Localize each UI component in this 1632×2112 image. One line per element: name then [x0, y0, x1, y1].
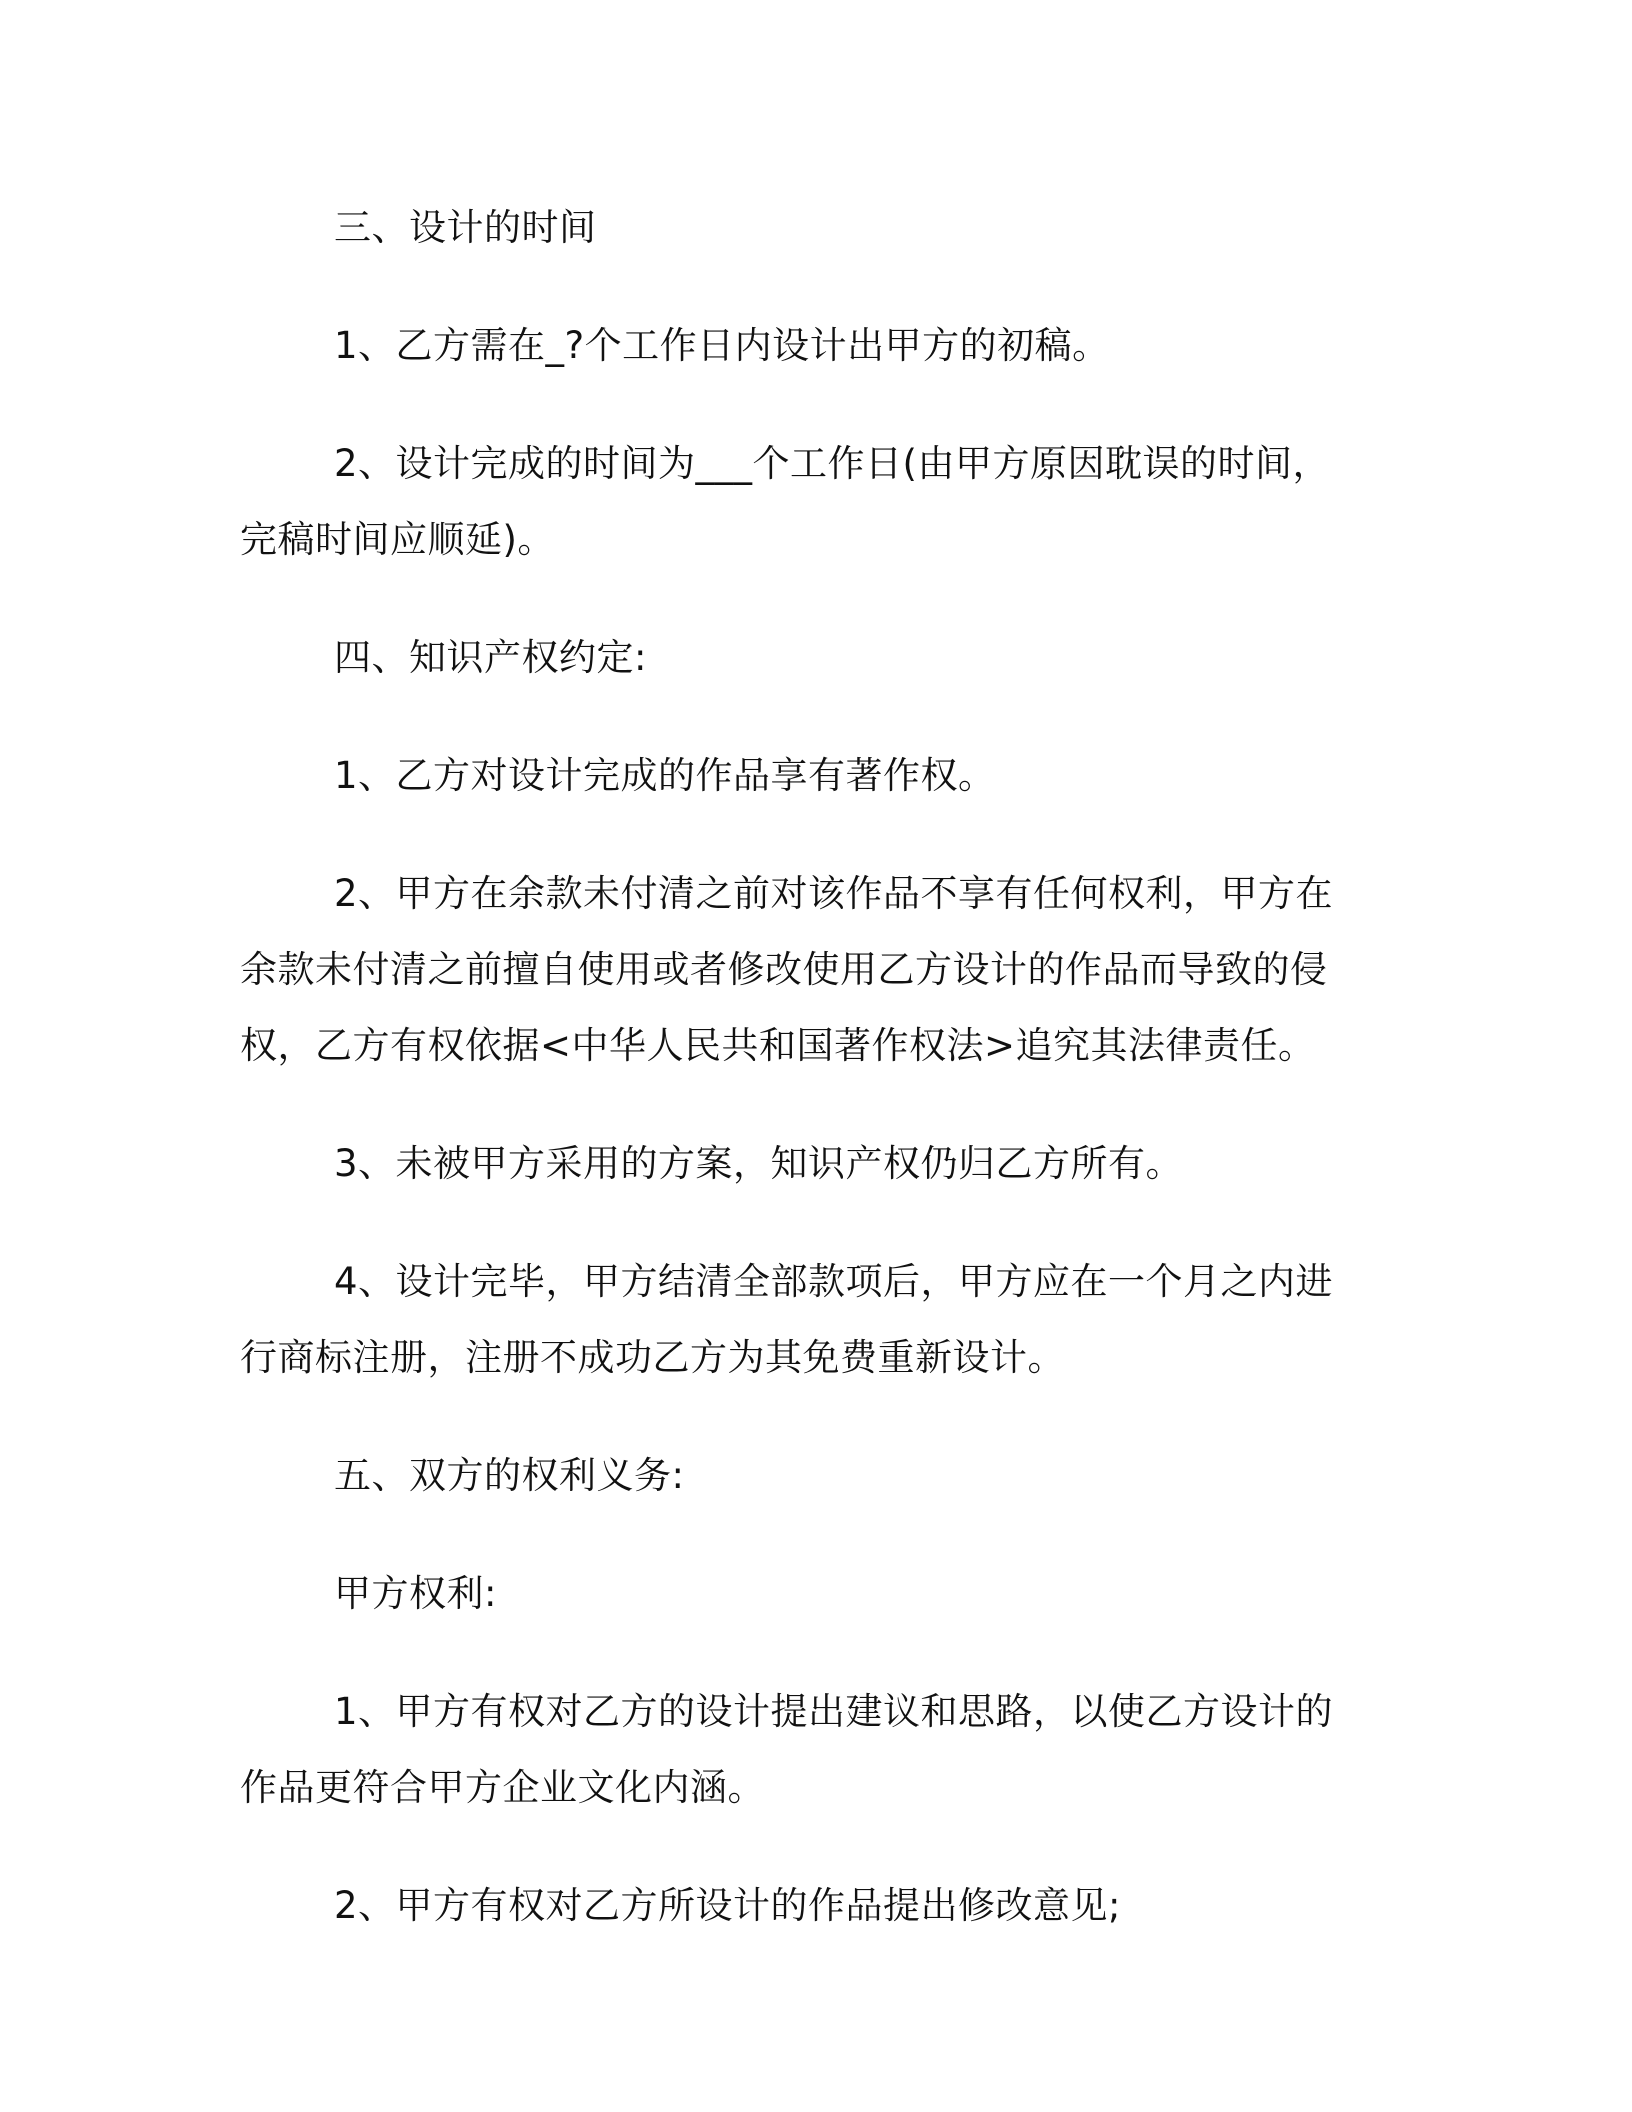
- section-heading-rights-obligations: 五、双方的权利义务:: [334, 1454, 685, 1497]
- paragraph-unused-proposals: 3、未被甲方采用的方案，知识产权仍归乙方所有。: [334, 1142, 1184, 1185]
- paragraph-suggestions: 1、甲方有权对乙方的设计提出建议和思路，以使乙方设计的作品更符合甲方企业文化内涵。: [240, 1690, 1334, 1809]
- document-body: [240, 190, 1365, 1986]
- paragraph-completion-time: 2、设计完成的时间为___个工作日(由甲方原因耽误的时间，完稿时间应顺延)。: [240, 442, 1330, 561]
- paragraph-modification-opinions: 2、甲方有权对乙方所设计的作品提出修改意见;: [334, 1884, 1122, 1927]
- paragraph-first-draft: 1、乙方需在_?个工作日内设计出甲方的初稿。: [334, 324, 1110, 367]
- subheading-party-a-rights: 甲方权利:: [334, 1572, 497, 1615]
- section-heading-design-time: 三、设计的时间: [334, 206, 597, 249]
- paragraph-trademark-registration: 4、设计完毕，甲方结清全部款项后，甲方应在一个月之内进行商标注册，注册不成功乙方为其免费重新设计。: [240, 1260, 1334, 1379]
- paragraph-copyright: 1、乙方对设计完成的作品享有著作权。: [334, 754, 996, 797]
- section-heading-ip: 四、知识产权约定:: [334, 636, 647, 679]
- paragraph-payment-rights: 2、甲方在余款未付清之前对该作品不享有任何权利，甲方在余款未付清之前擅自使用或者修改使用乙方设计的作品而导致的侵权，乙方有权依据<中华人民共和国著作权法>追究其法律责任。: [240, 872, 1334, 1067]
